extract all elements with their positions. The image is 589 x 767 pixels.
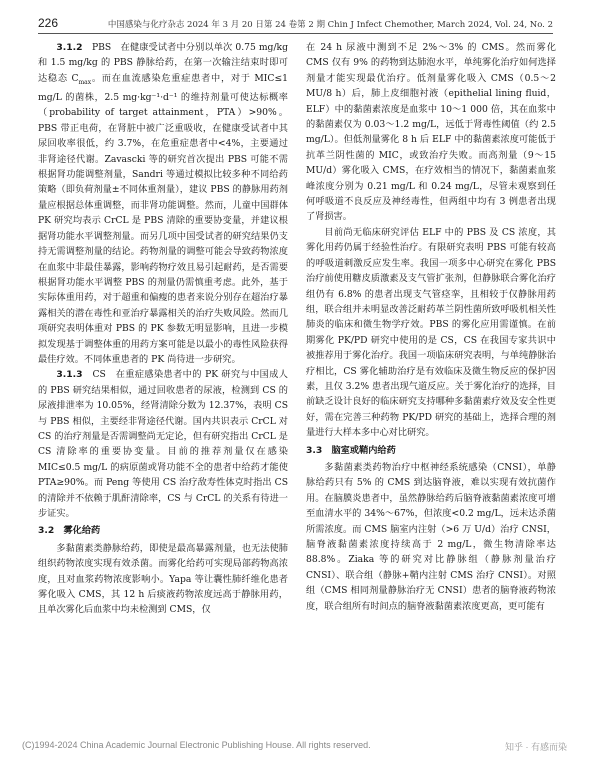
subscript: max — [78, 78, 92, 86]
subsection-number: 3.1.2 — [56, 42, 92, 53]
subsection-number: 3.1.3 — [56, 369, 93, 381]
journal-citation: 中国感染与化疗杂志 2024 年 3 月 20 日第 24 卷第 2 期 Chin J Infect Chemother, March 2024, Vol. 24, No. 2 — [107, 20, 553, 30]
paragraph-text: PBS 在健康受试者中分别以单次 0.75 mg/kg 和 1.5 mg/kg 的 PBS 静脉给药，在第一次输注结束时即可达稳态 C — [38, 42, 288, 84]
paragraph-text: 目前尚无临床研究评估 ELF 中的 PBS 及 CS 浓度，其雾化用药仍属于经验性治疗。有限研究表明 PBS 可能有较高的呼吸道刺激反应发生率。我国一项多中心研究在雾化 PBS 治疗前使用糖皮质激素及支气管扩张剂，但静脉联合雾化治疗组仍有 6.8% 的患者出现支气管痉挛，且相较于仅静脉用药组，联合组并未明显改善泛耐药革兰阴性菌所致呼吸机相关性肺炎的临床和微生物学疗效。PBS 的雾化应用需谨慎。在前期雾化 PK/PD 研究中使用的是 CS，CS 在我国专家共识中被推荐用于雾化治疗。我国一项临床研究表明，与单纯静脉治疗相比，CS 雾化辅助治疗是有效临床及微生物反应的保护因素，且仅 3.2% 患者出现气道反应。关于雾化治疗的选择，目前缺乏设计良好的临床研究支持哪种多黏菌素疗效及安全性更好，需在完善三种药物 PK/PD 研究的基础上，选择合理的剂量进行大样本多中心对比研究。 — [306, 226, 556, 439]
section-heading: 3.2 雾化给药 — [38, 525, 101, 537]
section-heading: 3.3 脑室或鞘内给药 — [306, 444, 396, 456]
paragraph-text: 多黏菌素类药物治疗中枢神经系统感染（CNSI），单静脉给药只有 5% 的 CMS 到达脑脊液，难以实现有效抗菌作用。在脑膜炎患者中，虽然静脉给药后脑脊液黏菌素浓度可增至血清水平的 34%～67%，但浓度<0.2 mg/L，远未达杀菌所需浓度。而 CMS 脑室内注射（>6 万 U/d）治疗 CNSI，脑脊液黏菌素浓度持续高于 2 mg/L，微生物清除率达 88.8%。Ziaka 等的研究对比静脉组（静脉剂量治疗 CNSI）、联合组（静脉+鞘内注射 CMS 治疗 CNSI）。对照组（CMS 相同剂量静脉治疗无 CNSI）患者的脑脊液药物浓度，联合组所有时间点的脑脊液黏菌素浓度更高，更可能有 — [306, 461, 556, 612]
copyright-line: (C)1994-2024 China Academic Journal Electronic Publishing House. All rights reserved. — [22, 740, 371, 750]
left-column — [38, 40, 288, 710]
paragraph — [38, 40, 288, 367]
paragraph-text: 。而在血流感染危重症患者中，对于 MIC≤1 mg/L 的菌株，2.5 mg·kg⁻¹·d⁻¹ 的维持剂量可使达标概率（probability of target attainment，PTA）>90%。PBS 带正电荷，在肾脏中被广泛重吸收，在健康受试者中其尿回收率很低，约 3.7%，在危重症患者中<4%，主要通过非肾途径代谢。Zavascki 等的研究首次提出 PBS 可能不需根据肾功能调整剂量，Sandri 等通过模拟比较多种不同给药策略（即负荷剂量±不同体重剂量），建议 PBS 的静脉用药剂量应根据总体重调整，而非肾功能调整。然而，儿童中国群体 PK 研究均表示 CrCL 是 PBS 清除的重要协变量，并建议根据肾功能水平调整剂量。而另几项中国受试者的研究结果仍支持无需调整剂量的结论。药物剂量的调整可能会导致药物浓度在血浆中非最佳暴露，影响药物疗效且易引起耐药，是否需要根据肾功能水平调整 PBS 的剂量仍需慎重考虑。此外，基于实际体重用药，对于超重和偏瘦的患者来说分别存在超治疗暴露相关的潜在毒性和亚治疗暴露相关的治疗失败风险。然而几项研究表明体重对 PBS 的 PK 参数无明显影响，且进一步模拟发现基于调整体重的用药方案可能是以最小的毒性风险获得最佳疗效。不同体重患者的 PK 尚待进一步研究。 — [38, 72, 288, 365]
page-number: 226 — [38, 16, 59, 30]
paragraph: 在 24 h 尿液中测到不足 2%～3% 的 CMS。然而雾化 CMS 仅有 9% 的药物到达肺泡水平，单纯雾化治疗如何选择剂量才能实现最优治疗。低剂量雾化吸入 CMS（0.5～2 MU/8 h）后，肺上皮细胞衬液（epithelial lining fluid，ELF）中的黏菌素浓度是血浆中 10～1 000 倍，其在血浆中的黏菌素仅为 0.03～1.2 mg/L，远低于肾毒性阈值（约 2.5 mg/L）。但低剂量雾化 8 h 后 ELF 中的黏菌素浓度可能低于抗革兰阴性菌的 MIC，或致治疗失败。而高剂量（9～15 MU/d）雾化吸入 CMS，在疗效相当的情况下，黏菌素血浆峰浓度分别为 0.21 mg/L 和 0.24 mg/L，尽管未观察到任何呼吸道不良反应及神经毒性，但两组中均有 3 例患者出现了肾损害。 — [306, 42, 556, 223]
page-footer — [22, 740, 567, 753]
right-column — [306, 40, 556, 710]
paragraph — [38, 541, 288, 618]
paragraph-text: 多黏菌素类静脉给药，即使是最高暴露剂量，也无法使肺组织药物浓度实现有效杀菌。而雾化给药可实现局部药物高浓度，且对血浆药物浓度影响小。Yapa 等让囊性肺纤维化患者雾化吸入 CMS，其 12 h 后痰液药物浓度远高于静脉用药，且单次雾化后血浆中均未检测到 CMS，仅 — [38, 542, 288, 616]
paragraph — [306, 460, 556, 614]
paragraph — [38, 367, 288, 521]
paragraph-text: CS 在重症感染患者中的 PK 研究与中国成人的 PBS 研究结果相似，通过回收患者的尿液，检测到 CS 的尿液排泄率为 10.05%，经肾清除分数为 12.37%，表明 CS 与 PBS 相似，主要经非肾途径代谢。国内共识表示 CrCL 对 CS 的治疗剂量是否需调整尚无定论，但有研究指出 CrCL 是 CS 清除率的重要协变量。目前的推荐剂量仅在感染 MIC≤0.5 mg/L 的病原菌或肾功能不全的患者中给药才能使 PTA≥90%。而 Peng 等使用 CS 治疗敌寿性体克时指出 CS 的清除并不依赖于肌酐清除率，CS 与 CrCL 的关系有待进一步证实。 — [38, 369, 288, 520]
running-header — [38, 10, 553, 34]
body-columns — [38, 40, 556, 710]
paragraph — [306, 225, 556, 441]
watermark: 知乎 · 有感而染 — [505, 742, 567, 752]
